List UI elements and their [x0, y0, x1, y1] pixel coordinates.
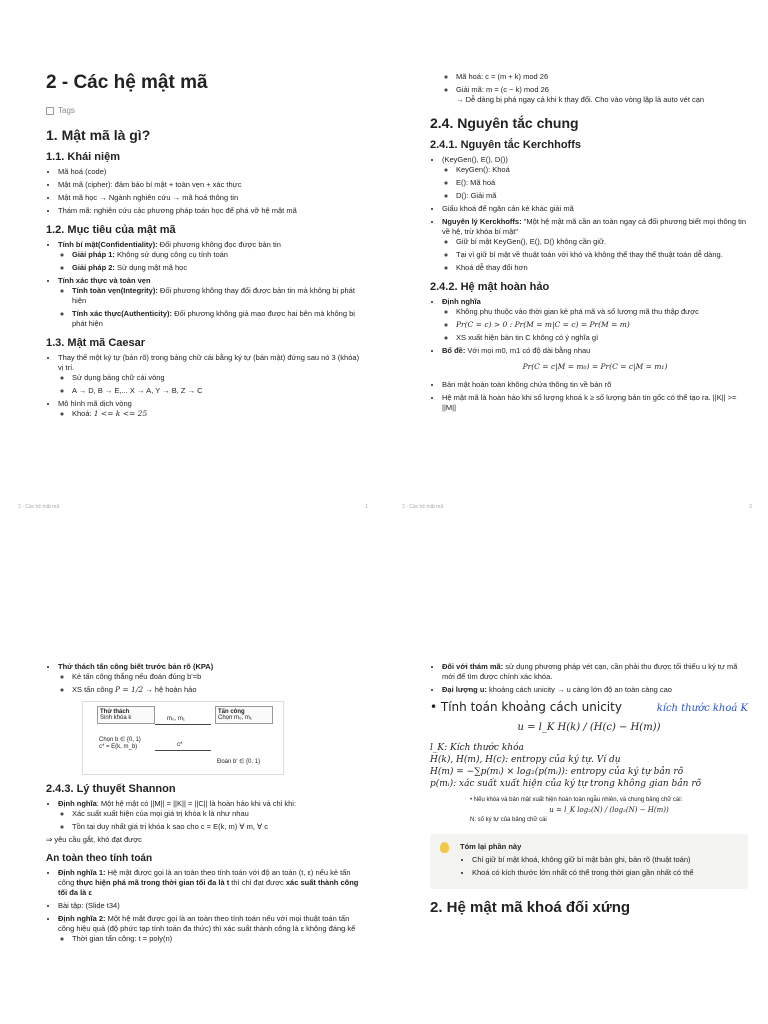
- label: Khoá:: [72, 409, 94, 418]
- concept-list: [46, 167, 362, 216]
- kpa-diagram: [82, 701, 284, 775]
- desc: sử dụng phương pháp vét cạn, cần phải thu được tối thiểu u ký tự mã mới để tìm được chính xác khóa.: [442, 662, 738, 681]
- desc: Giải mã: m = (c − k) mod 26: [456, 85, 549, 94]
- goals-list: [46, 240, 362, 329]
- list-item: [72, 286, 362, 306]
- list-item: [72, 250, 362, 260]
- unicity-title: • Tính toán khoảng cách unicity: [430, 700, 622, 714]
- list-item: • Mật mã (cipher): đảm bảo bí mật + toàn vẹn + xác thực: [58, 180, 362, 190]
- list-item: ◦ Thời gian tấn công: t = poly(n): [72, 934, 362, 944]
- handwritten-note: kích thước khoá K: [656, 703, 748, 714]
- term: Tính toàn vẹn(Integrity):: [72, 286, 158, 295]
- desc: Đối phương không giả mạo được hai bên mà không bị phát hiện: [72, 309, 355, 328]
- desc: Không sử dụng công cụ tính toán: [114, 250, 228, 259]
- list-item: [58, 240, 362, 273]
- list-item: ◦ Khoá dễ thay đổi hơn: [456, 263, 748, 273]
- list-item: [442, 297, 748, 343]
- choose-label: Chọn m₀, m₁: [218, 715, 252, 721]
- list-item: • Hệ mật mã là hoàn hảo khi số lượng khoá k ≥ số lượng bản tin gốc có thể tạo ra. ||K|| >= ||M||: [442, 393, 748, 413]
- list-item: [58, 914, 362, 944]
- heading-symmetric: 2. Hệ mật mã khoá đối xứng: [430, 899, 631, 916]
- unicity-line: p(mᵢ): xác suất xuất hiện của ký tự trong không gian bản rõ: [430, 779, 702, 789]
- lightbulb-icon: [440, 842, 449, 853]
- callout-list: [460, 855, 740, 878]
- list-item: [72, 309, 362, 329]
- label: XS tấn công: [72, 685, 115, 694]
- term: Giải pháp 1:: [72, 250, 115, 259]
- desc: Đối phương không đọc được bản tin: [157, 240, 281, 249]
- heading-what-is-crypto: 1. Mật mã là gì?: [46, 127, 151, 143]
- desc: Hệ mật được gọi là an toàn theo tính toán với độ an toàn (t, ε) nếu kẻ tấn công: [58, 868, 351, 887]
- term: Tính xác thực và toàn vẹn: [58, 276, 151, 285]
- unicity-image: [430, 701, 748, 790]
- desc: Với mọi m0, m1 có độ dài bằng nhau: [465, 346, 591, 355]
- term: xác suất thành công tối đa là ε: [58, 878, 359, 897]
- random-key-note: [470, 796, 748, 824]
- footer-title: 2 - Các hệ mật mã: [402, 504, 444, 510]
- desc: Đối phương không thay đổi được bản tin mà không bị phát hiện: [72, 286, 355, 305]
- list-item: ◦ Giữ bí mật KeyGen(), E(), D() không cần giữ.: [456, 237, 748, 247]
- choose-b-label: Chọn b ∈ {0, 1}: [99, 737, 141, 743]
- c-label: c* = E(k, m_b): [99, 744, 138, 750]
- heading-concept: 1.1. Khái niệm: [46, 151, 120, 163]
- callout-title: Tóm lại phần này: [460, 842, 522, 851]
- footer-title: 2 - Các hệ mật mã: [18, 504, 60, 510]
- tags-property[interactable]: [46, 106, 362, 115]
- term: Tính xác thực(Authenticity):: [72, 309, 173, 318]
- page-1: [0, 0, 384, 512]
- heading-shannon: 2.4.3. Lý thuyết Shannon: [46, 783, 176, 795]
- list-item: [442, 155, 748, 201]
- math: P = 1/2: [114, 685, 144, 694]
- shannon-list: [46, 799, 362, 832]
- desc: Một hệ mật được gọi là an toàn theo tính toán nếu với mọi thuật toán tấn công hiệu quả (độ phức tạp tính toán đa thức) thì xác suất thành công là ε không đáng kể: [58, 914, 356, 933]
- term: Định nghĩa 1:: [58, 868, 106, 877]
- page-2: [384, 0, 768, 512]
- tags-label: Tags: [58, 106, 75, 115]
- list-item: [58, 799, 362, 832]
- guess-label: Đoán b' ∈ {0, 1}: [217, 759, 261, 765]
- list-item: ◦ A → D, B → E,... X → A, Y → B, Z → C: [72, 386, 362, 396]
- heading-goals: 1.2. Mục tiêu của mật mã: [46, 224, 176, 236]
- list-item: [72, 409, 362, 419]
- list-item: [72, 263, 362, 273]
- unicity-equation: u = l_K H(k) / (H(c) − H(m)): [517, 722, 661, 733]
- list-item: ◦ E(): Mã hoá: [456, 178, 748, 188]
- list-item: ◦ Tại vì giữ bí mật về thuật toán với khó và không thể thay thế thuật toán dễ dàng.: [456, 250, 748, 260]
- term: Thử thách tấn công biết trước bản rõ (KPA): [58, 662, 214, 671]
- caesar-list: [46, 353, 362, 419]
- list-item: [442, 346, 748, 372]
- term: Bổ đề:: [442, 346, 466, 355]
- perfect-list: [430, 297, 748, 413]
- note-equation: u = l_K log₂(N) / (log₂(N) − H(m)): [549, 806, 669, 814]
- term: Đại lượng u:: [442, 685, 487, 694]
- list-item: • Bản mật hoàn toàn không chứa thông tin về bản rõ: [442, 380, 748, 390]
- summary-callout: [430, 834, 748, 889]
- heading-computational-security: An toàn theo tính toán: [46, 853, 153, 864]
- desc: Sử dụng mật mã học: [114, 263, 188, 272]
- list-item: [58, 399, 362, 419]
- term: Nguyên lý Kerckhoffs:: [442, 217, 522, 226]
- label: → hệ hoàn hảo: [143, 685, 197, 694]
- list-item: [72, 685, 362, 695]
- list-item: [58, 662, 362, 695]
- term: Định nghĩa 2:: [58, 914, 106, 923]
- heading-caesar: 1.3. Mật mã Caesar: [46, 337, 146, 349]
- attacker-box: [215, 706, 273, 724]
- list-item: ◦ Sử dụng bảng chữ cái vòng: [72, 373, 362, 383]
- challenger-label: Thử thách: [100, 709, 130, 715]
- heading-kerckhoffs: 2.4.1. Nguyên tắc Kerchhoffs: [430, 139, 581, 151]
- desc: : Một hệ mật có ||M|| = ||K|| = ||C|| là hoàn hảo khi và chỉ khi:: [96, 799, 297, 808]
- desc: (KeyGen(), E(), D()): [442, 155, 508, 164]
- term: Giải pháp 2:: [72, 263, 115, 272]
- arrow-line: [155, 750, 211, 751]
- desc: Thay thế một ký tự (bản rõ) trong bảng chữ cái bằng ký tự (bản mật) đứng sau nó 3 (khóa) vị trí.: [58, 353, 360, 372]
- math: 1 <= k <= 25: [93, 409, 148, 418]
- list-item: [58, 353, 362, 396]
- kpa-list: [46, 662, 362, 695]
- list-item: ◦ XS xuất hiện bản tin C không có ý nghĩa gì: [456, 333, 748, 343]
- list-item: ◦ KeyGen(): Khoá: [456, 165, 748, 175]
- compsec-list: [46, 868, 362, 944]
- challenger-box: [97, 706, 155, 724]
- note: → Dễ dàng bị phá ngay cả khi k thay đổi. Cho vào vòng lặp là auto vét cạn: [456, 95, 705, 104]
- arrow-line: [155, 724, 211, 725]
- list-item: [58, 868, 362, 898]
- list-item: • Giấu khoá để ngăn cản kẻ khác giải mã: [442, 204, 748, 214]
- unicity-line: H(k), H(m), H(c): entropy của ký tự. Ví dụ: [430, 755, 621, 765]
- list-item: [442, 685, 748, 695]
- term: Định nghĩa: [58, 799, 97, 808]
- desc: khoảng cách unicity → u càng lớn độ an toàn càng cao: [486, 685, 672, 694]
- desc: "Một hệ mật mã cần an toàn ngay cả đối phương biết mọi thông tin về hệ, trừ khóa bí mật": [442, 217, 747, 236]
- page-3: [0, 512, 384, 1024]
- list-item: [456, 85, 748, 105]
- list-item: • Khoá có kích thước lớn nhất có thể trong thời gian gần nhất có thể: [472, 868, 740, 878]
- list-item: • Bài tập: (Slide t34): [58, 901, 362, 911]
- note-line: • Nếu khóa và bản mật xuất hiện hoàn toàn ngẫu nhiên, và chung bảng chữ cái:: [470, 797, 683, 803]
- list-item: • Thám mã: nghiên cứu các phương pháp toán học để phá vỡ hệ mật mã: [58, 206, 362, 216]
- m01-arrow-label: m₀, m₁: [167, 716, 185, 722]
- list-item: ◦ Không phụ thuộc vào thời gian kẻ phá mã và số lượng mã thu thập được: [456, 307, 748, 317]
- unicity-line: l_K: Kích thước khóa: [430, 743, 524, 753]
- doc-title: 2 - Các hệ mật mã: [46, 72, 208, 93]
- list-item: [58, 276, 362, 329]
- term: Tính bí mật(Confidentiality):: [58, 240, 158, 249]
- list-item: ◦ D(): Giải mã: [456, 191, 748, 201]
- list-item: • Mật mã học → Ngành nghiên cứu → mã hoá thông tin: [58, 193, 362, 203]
- list-item: • Mã hoá (code): [58, 167, 362, 177]
- term: thực hiện phá mã trong thời gian tối đa là t: [76, 878, 230, 887]
- list-item: [442, 217, 748, 273]
- list-item: ◦ Tồn tại duy nhất giá trị khóa k sao cho c = E(k, m) ∀ m, ∀ c: [72, 822, 362, 832]
- unicity-line: H(m) = −∑p(mᵢ) × log₂(p(mᵢ)): entropy của ký tự bản rõ: [430, 767, 684, 777]
- list-item: ◦ Mã hoá: c = (m + k) mod 26: [456, 72, 748, 82]
- list-icon: [46, 107, 54, 115]
- heading-perfect: 2.4.2. Hệ mật hoàn hảo: [430, 281, 550, 293]
- list-item: ◦ Xác suất xuất hiện của mọi giá trị khóa k là như nhau: [72, 809, 362, 819]
- page-4: [384, 512, 768, 1024]
- page-number: 2: [749, 504, 752, 510]
- term: Định nghĩa: [442, 297, 481, 306]
- cstar-arrow-label: c*: [177, 742, 183, 748]
- genkey-label: Sinh khóa k: [100, 715, 132, 721]
- term: Đối với thám mã:: [442, 662, 504, 671]
- desc: thì chỉ đạt được: [229, 878, 286, 887]
- unicity-intro-list: [430, 662, 748, 695]
- equation: Pr(C = c|M = m₀) = Pr(C = c|M = m₁): [522, 362, 668, 371]
- list-item: ◦ Pr(C = c) > 0 : Pr(M = m|C = c) = Pr(M = m): [456, 320, 748, 330]
- kerckhoffs-list: [430, 155, 748, 273]
- list-item: ◦ Kẻ tấn công thắng nếu đoán đúng b'=b: [72, 672, 362, 682]
- shannon-note: ⇒ yêu cầu gắt, khó đạt được: [46, 835, 142, 844]
- page-number: 1: [365, 504, 368, 510]
- desc: Mô hình mã dịch vòng: [58, 399, 132, 408]
- list-item: [442, 662, 748, 682]
- heading-principle: 2.4. Nguyên tắc chung: [430, 115, 579, 131]
- caesar-cont-list: [430, 72, 748, 105]
- list-item: • Chỉ giữ bí mật khoá, không giữ bí mật bản ghi, bản rõ (thuật toán): [472, 855, 740, 865]
- note-line: N: số ký tự của bảng chữ cái: [470, 817, 547, 823]
- attacker-label: Tấn công: [218, 709, 245, 715]
